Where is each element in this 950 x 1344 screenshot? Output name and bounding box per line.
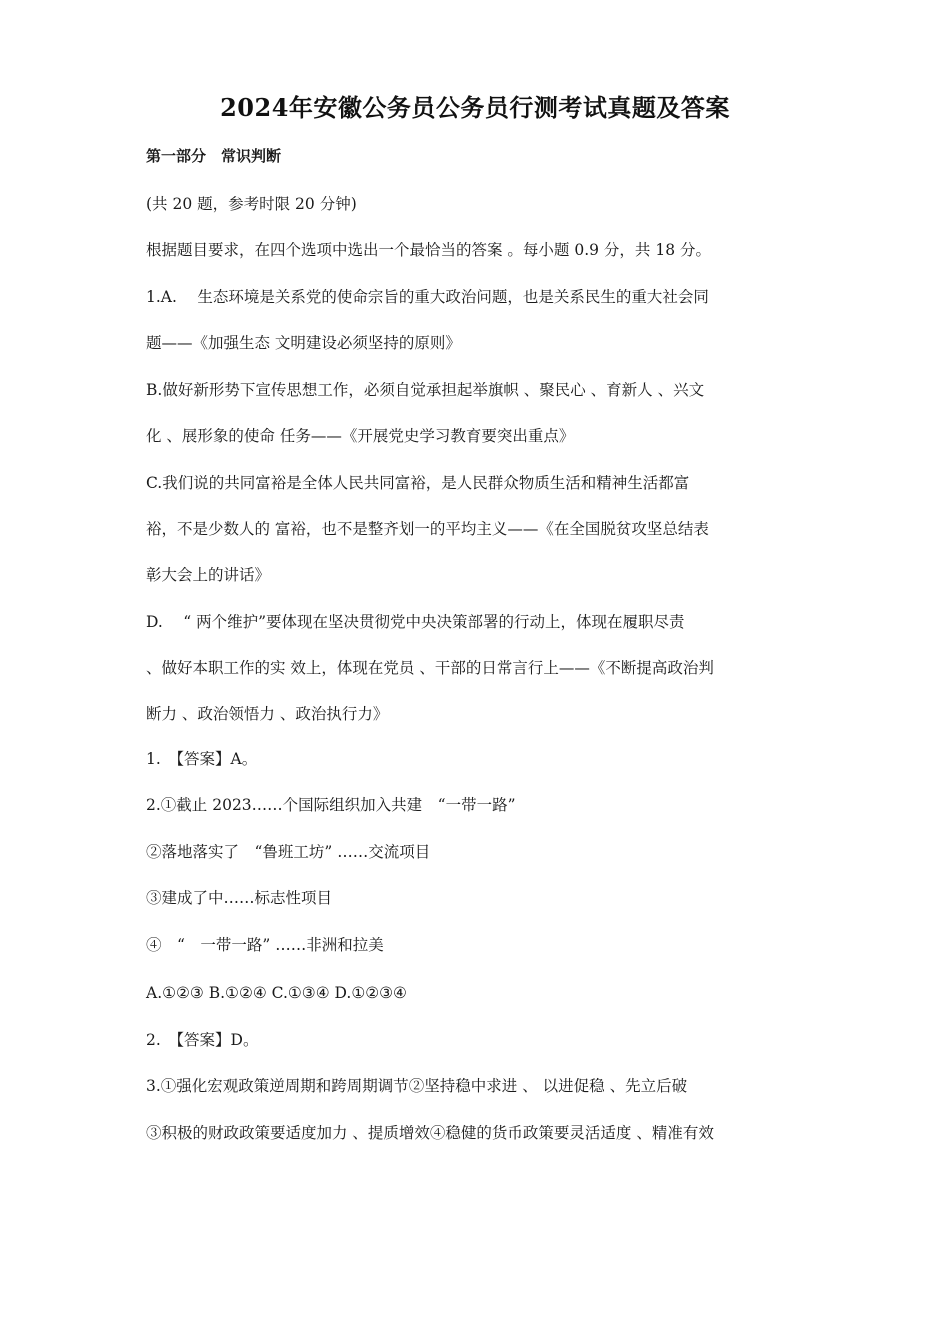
text-line: ③积极的财政政策要适度加力 、提质增效④稳健的货币政策要灵活适度 、精准有效 xyxy=(146,1124,714,1142)
answer-line: 1. 【答案】A。 xyxy=(146,750,258,768)
text-line: 2.①截止 2023……个国际组织加入共建 “一带一路” xyxy=(146,796,516,814)
text-line: 、做好本职工作的实 效上，体现在党员 、干部的日常言行上——《不断提高政治判 xyxy=(146,659,714,677)
text-line: ③建成了中……标志性项目 xyxy=(146,889,333,907)
text-line: B.做好新形势下宣传思想工作，必须自觉承担起举旗帜 、聚民心 、育新人 、兴文 xyxy=(146,381,705,399)
section-heading: 第一部分 常识判断 xyxy=(146,147,282,165)
text-line: ②落地落实了 “鲁班工坊” ……交流项目 xyxy=(146,843,431,861)
text-line: D. “ 两个维护”要体现在坚决贯彻党中央决策部署的行动上，体现在履职尽责 xyxy=(146,613,685,631)
text-line: 裕，不是少数人的 富裕，也不是整齐划一的平均主义——《在全国脱贫攻坚总结表 xyxy=(146,520,709,538)
text-line: 3.①强化宏观政策逆周期和跨周期调节②坚持稳中求进 、 以进促稳 、先立后破 xyxy=(146,1077,688,1095)
text-line: 彰大会上的讲话》 xyxy=(146,566,271,584)
text-line: 1.A. 生态环境是关系党的使命宗旨的重大政治问题，也是关系民生的重大社会同 xyxy=(146,288,709,306)
text-line: 题——《加强生态 文明建设必须坚持的原则》 xyxy=(146,334,461,352)
text-line: ④ “ 一带一路” ……非洲和拉美 xyxy=(146,936,384,954)
text-line: 断力 、政治领悟力 、政治执行力》 xyxy=(146,705,389,723)
text-line: (共 20 题，参考时限 20 分钟) xyxy=(146,195,357,213)
options-line: A.①②③ B.①②④ C.①③④ D.①②③④ xyxy=(146,984,407,1002)
answer-line: 2. 【答案】D。 xyxy=(146,1031,259,1049)
text-line: 根据题目要求，在四个选项中选出一个最恰当的答案 。每小题 0.9 分，共 18 分。 xyxy=(146,241,712,259)
text-line: C.我们说的共同富裕是全体人民共同富裕，是人民群众物质生活和精神生活都富 xyxy=(146,474,690,492)
document-title: 2024年安徽公务员公务员行测考试真题及答案 xyxy=(220,93,730,122)
text-line: 化 、展形象的使命 任务——《开展党史学习教育要突出重点》 xyxy=(146,427,575,445)
